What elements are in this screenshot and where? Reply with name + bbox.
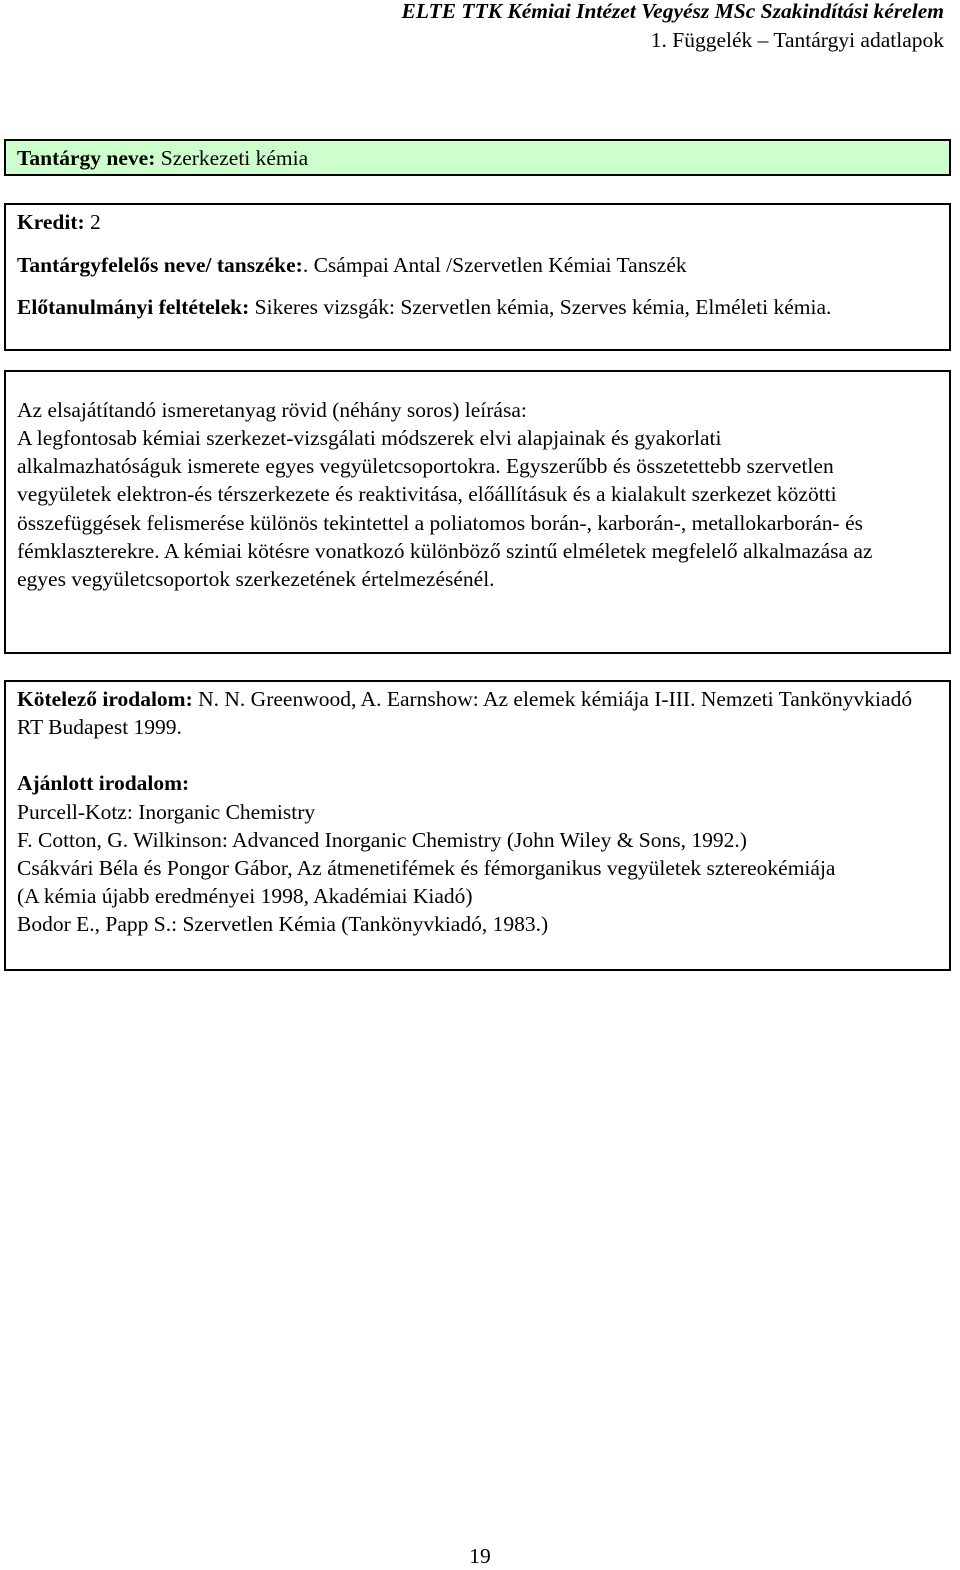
credit-value: 2	[84, 210, 101, 234]
prerequisites-label: Előtanulmányi feltételek:	[17, 295, 250, 319]
responsible-label: Tantárgyfelelős neve/ tanszéke:	[17, 253, 303, 277]
recommended-item: Csákvári Béla és Pongor Gábor, Az átmenetifémek és fémorganikus vegyületek sztereokémiája (A kémia újabb eredményei 1998, Akadémiai Kiadó)	[17, 856, 836, 909]
credit-row	[17, 208, 101, 236]
description-text: A legfontosab kémiai szerkezet-vizsgálati módszerek elvi alapjainak és gyakorlati alkalmazhatóságuk ismerete egyes vegyületcsoportokra. Egyszerűbb és összetettebb szervetlen vegyületek elektron-és térszerkezete és reaktivitása, előállításuk és a kialakult szerkezet közötti összefüggések felismerése különös tekintettel a poliatomos borán-, karborán-, metallokarborán- és fémklaszterekre. A kémiai kötésre vonatkozó különböző szintű elméletek megfelelő alkalmazása az egyes vegyületcsoportok szerkezetének értelmezésénél.	[17, 426, 873, 592]
course-name-value: Szerkezeti kémia	[155, 146, 309, 170]
course-name-row	[17, 144, 308, 172]
responsible-value: . Csámpai Antal /Szervetlen Kémiai Tanszék	[302, 253, 687, 277]
recommended-item: Purcell-Kotz: Inorganic Chemistry	[17, 800, 316, 824]
prerequisites-value: Sikeres vizsgák: Szervetlen kémia, Szerves kémia, Elméleti kémia.	[249, 295, 832, 319]
description-heading: Az elsajátítandó ismeretanyag rövid (néhány soros) leírása:	[17, 398, 527, 422]
page-number: 19	[469, 1544, 491, 1568]
document-header-subtitle: 1. Függelék – Tantárgyi adatlapok	[650, 28, 944, 52]
course-name-box	[4, 139, 951, 176]
prerequisites-row	[17, 293, 897, 321]
recommended-item: Bodor E., Papp S.: Szervetlen Kémia (Tankönyvkiadó, 1983.)	[17, 912, 549, 936]
course-name-label: Tantárgy neve:	[17, 146, 156, 170]
literature-box	[4, 680, 951, 971]
required-literature	[17, 685, 917, 741]
credit-label: Kredit:	[17, 210, 85, 234]
responsible-row	[17, 251, 687, 279]
recommended-literature-label: Ajánlott irodalom:	[17, 771, 190, 795]
document-header-title: ELTE TTK Kémiai Intézet Vegyész MSc Szakindítási kérelem	[401, 0, 944, 23]
recommended-item: F. Cotton, G. Wilkinson: Advanced Inorganic Chemistry (John Wiley & Sons, 1992.)	[17, 828, 747, 852]
required-literature-label: Kötelező irodalom:	[17, 687, 193, 711]
required-literature-value: N. N. Greenwood, A. Earnshow: Az elemek kémiája I-III. Nemzeti Tankönyvkiadó RT Budapest 1999.	[17, 687, 913, 740]
description-box	[4, 370, 951, 654]
course-meta-box	[4, 203, 951, 351]
